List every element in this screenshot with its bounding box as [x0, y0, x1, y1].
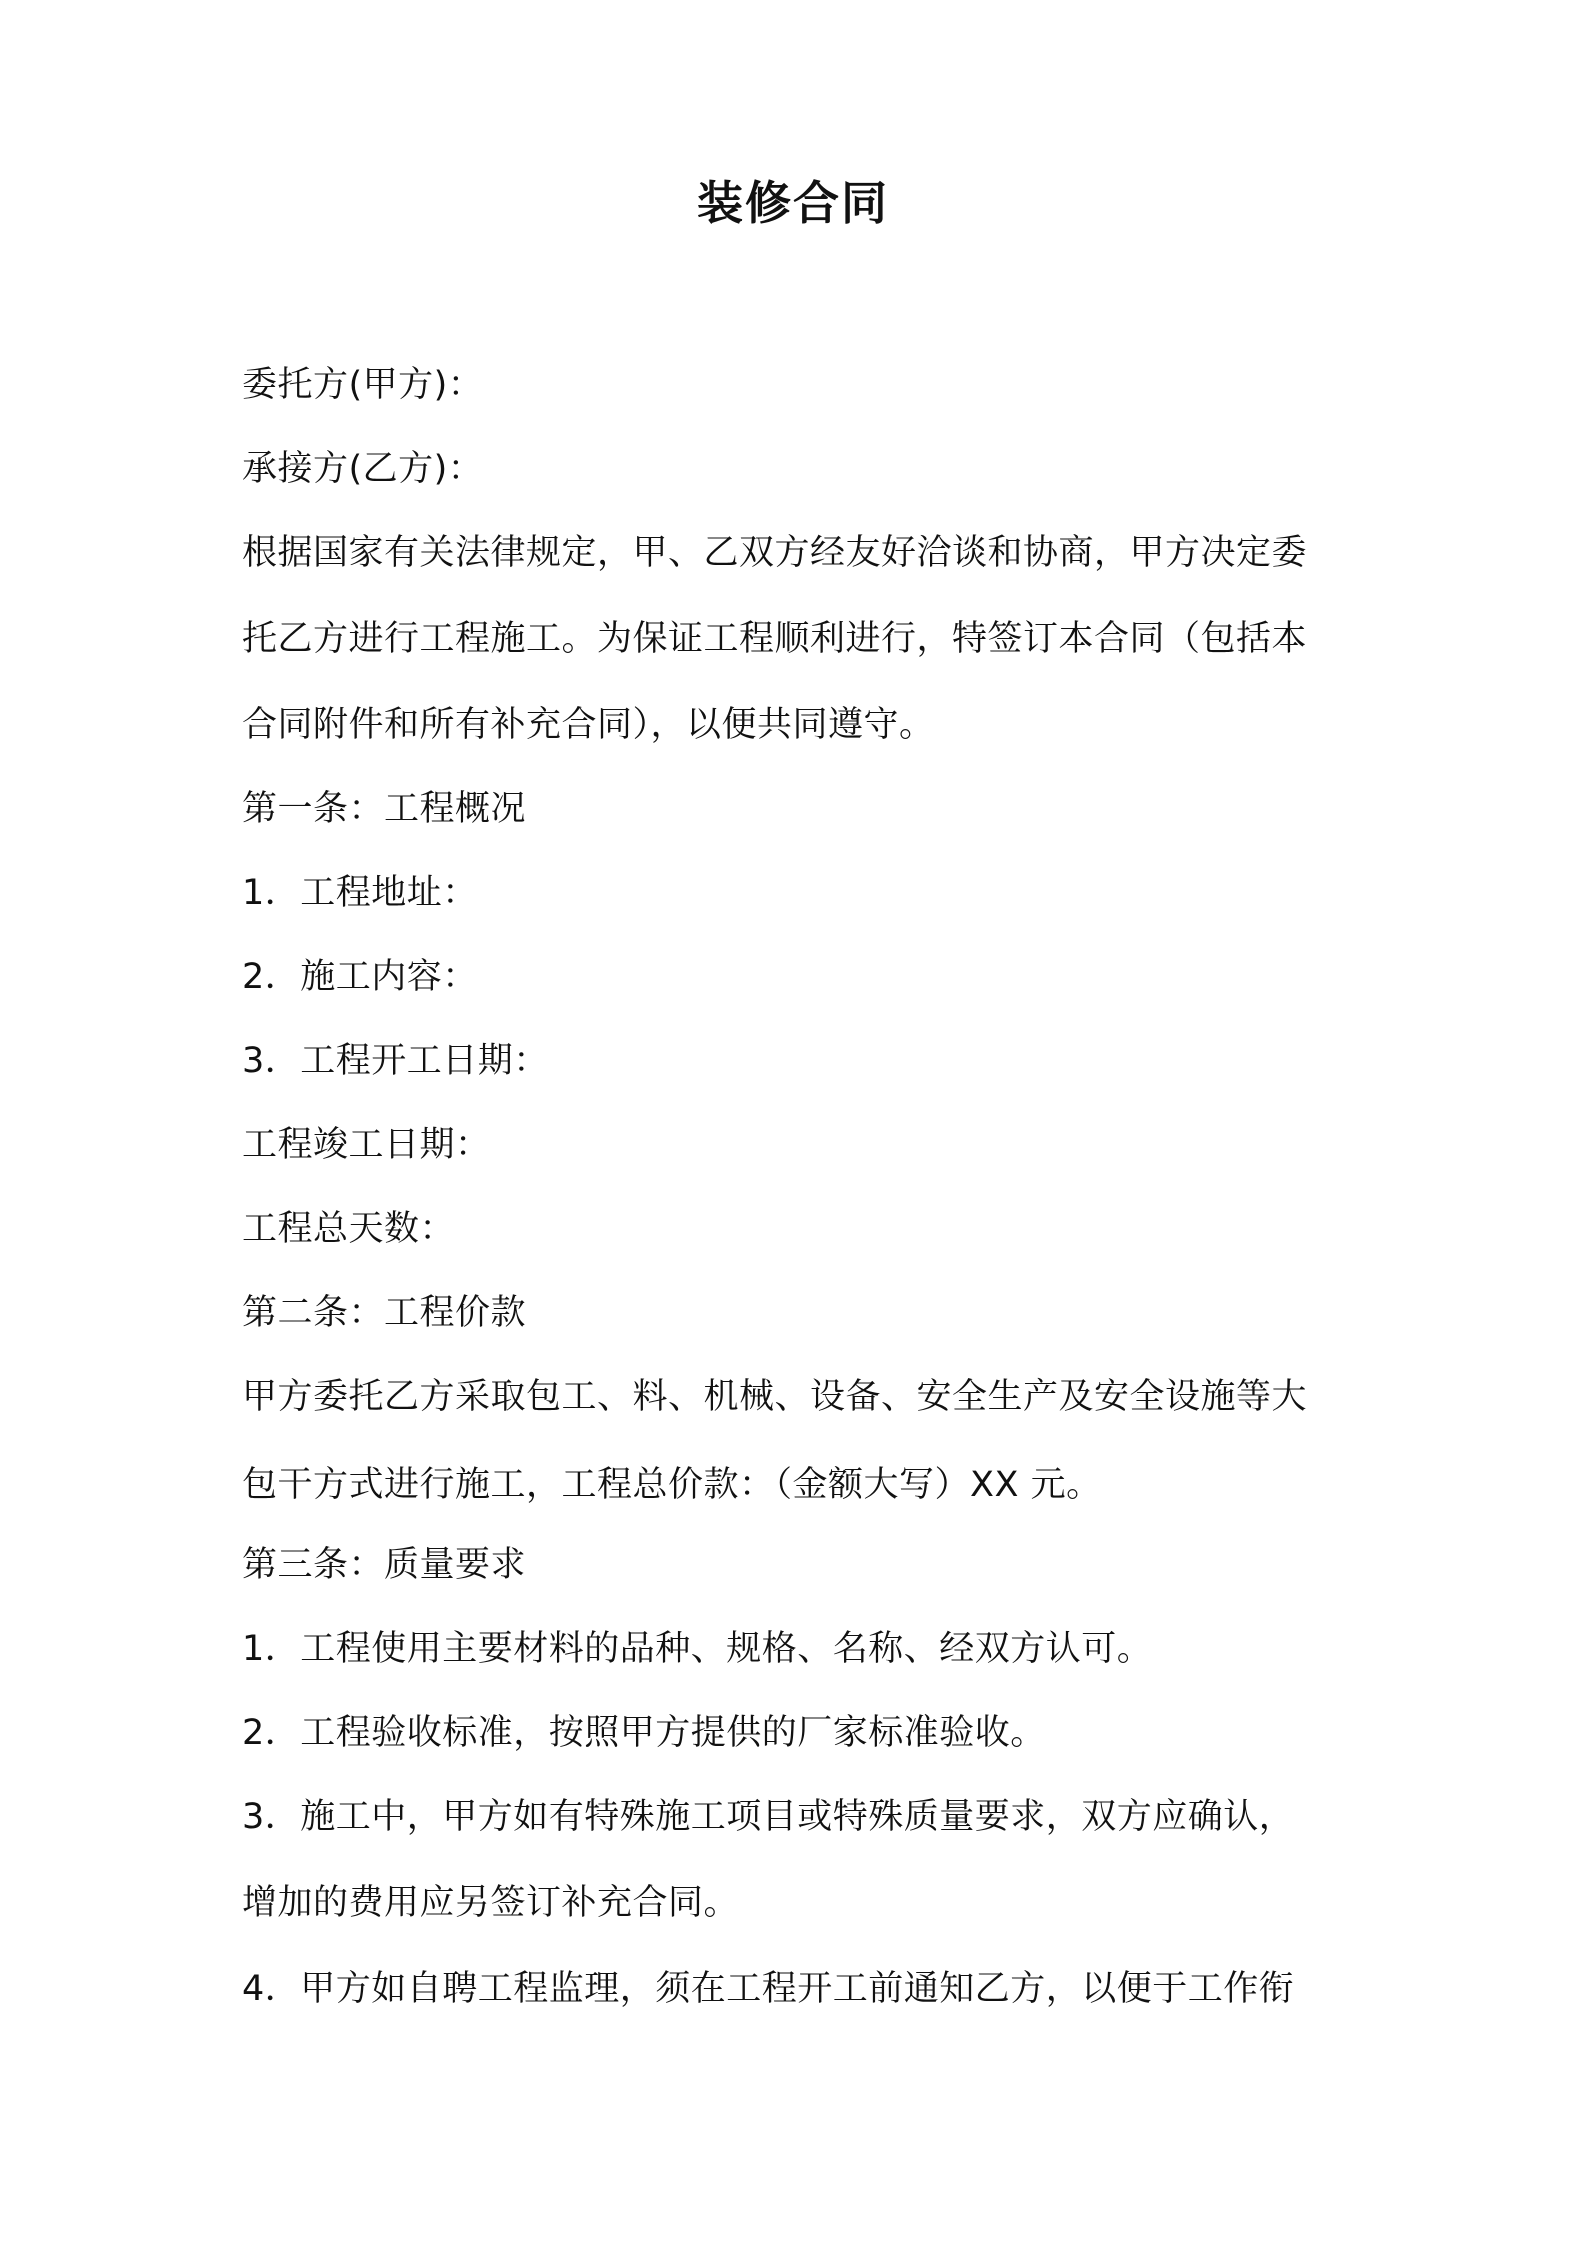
article-3-item-3-line-2: 增加的费用应另签订补充合同。 [242, 1883, 740, 1923]
article-1-item-3: 3．工程开工日期： [242, 1041, 549, 1081]
article-3-item-2: 2．工程验收标准，按照甲方提供的厂家标准验收。 [242, 1713, 1046, 1753]
article-3-item-4-line-1: 4．甲方如自聘工程监理，须在工程开工前通知乙方，以便于工作衔 [242, 1969, 1295, 2009]
article-1-item-1: 1．工程地址： [242, 873, 478, 913]
preamble-line-3: 合同附件和所有补充合同），以便共同遵守。 [242, 705, 935, 745]
party-a-line: 委托方(甲方)： [242, 365, 484, 405]
total-days-line: 工程总天数： [242, 1209, 456, 1249]
preamble-line-1: 根据国家有关法律规定，甲、乙双方经友好洽谈和协商，甲方决定委 [242, 533, 1308, 573]
article-2-text-line-2: 包干方式进行施工，工程总价款：（金额大写）XX 元。 [242, 1465, 1102, 1505]
preamble-line-2: 托乙方进行工程施工。为保证工程顺利进行，特签订本合同（包括本 [242, 619, 1308, 659]
article-1-item-2: 2．施工内容： [242, 957, 478, 997]
party-b-line: 承接方(乙方)： [242, 449, 484, 489]
article-2-heading: 第二条：工程价款 [242, 1293, 527, 1333]
article-3-heading: 第三条：质量要求 [242, 1545, 527, 1585]
article-2-text-line-1: 甲方委托乙方采取包工、料、机械、设备、安全生产及安全设施等大 [242, 1377, 1308, 1417]
article-3-item-3-line-1: 3．施工中，甲方如有特殊施工项目或特殊质量要求，双方应确认， [242, 1797, 1295, 1837]
article-1-heading: 第一条：工程概况 [242, 789, 527, 829]
document-title: 装修合同 [697, 176, 889, 230]
article-3-item-1: 1．工程使用主要材料的品种、规格、名称、经双方认可。 [242, 1629, 1153, 1669]
completion-date-line: 工程竣工日期： [242, 1125, 491, 1165]
